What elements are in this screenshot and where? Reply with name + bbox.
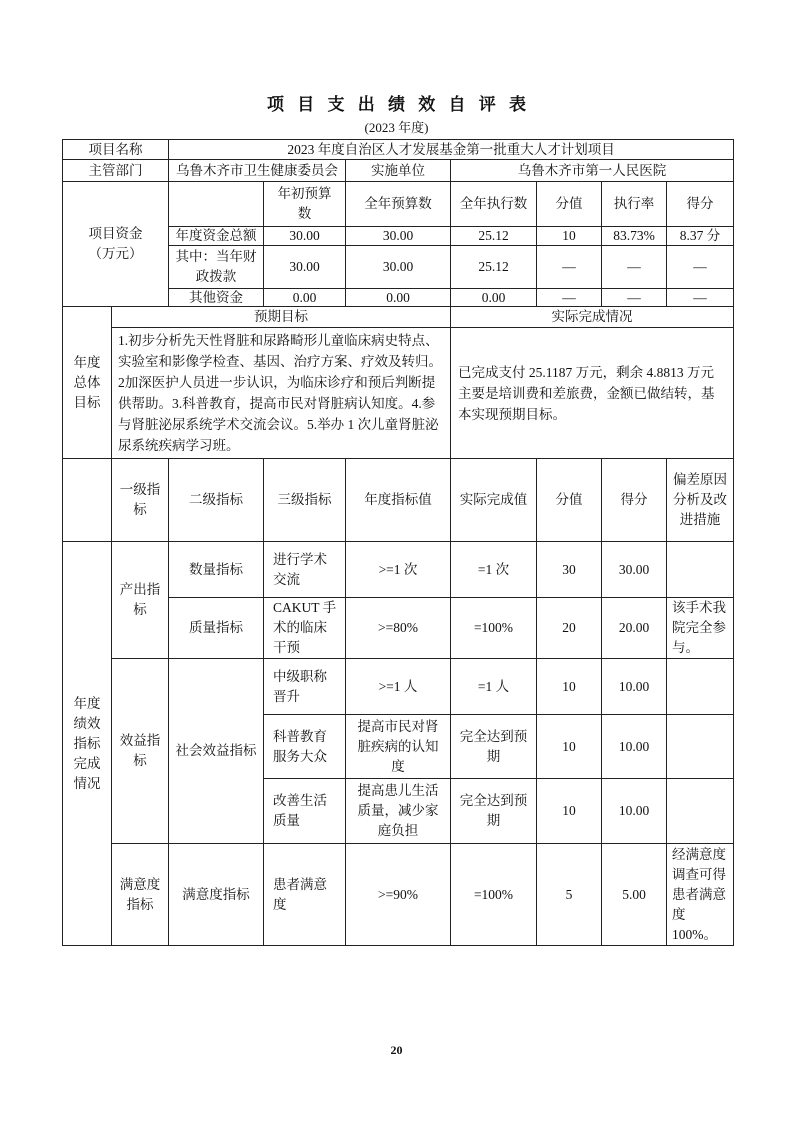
indicators-header-score: 得分	[602, 459, 667, 542]
implementing-unit-label: 实施单位	[346, 160, 451, 182]
funding-header-execution-rate: 执行率	[602, 182, 667, 227]
funding-header-initial-budget: 年初预算数	[264, 182, 346, 227]
indicator-level3: CAKUT 手术的临床干预	[264, 598, 346, 659]
page-subtitle: (2023 年度)	[364, 120, 429, 135]
indicators-header-actual: 实际完成值	[451, 459, 537, 542]
funding-cell: 0.00	[346, 289, 451, 307]
indicator-level2: 质量指标	[169, 598, 264, 659]
indicator-score: 20.00	[602, 598, 667, 659]
funding-cell: —	[537, 289, 602, 307]
funding-header-annual-budget: 全年预算数	[346, 182, 451, 227]
funding-label: 项目资金	[88, 226, 143, 241]
goals-content-row	[63, 328, 734, 459]
indicator-weight: 10	[537, 659, 602, 715]
indicator-weight: 10	[537, 779, 602, 844]
funding-cell: 30.00	[264, 227, 346, 246]
indicator-target: >=80%	[346, 598, 451, 659]
funding-cell: 10	[537, 227, 602, 246]
funding-cell: 25.12	[451, 227, 537, 246]
goals-expected-text: 1.初步分析先天性肾脏和尿路畸形儿童临床病史特点、实验室和影像学检查、基因、治疗方案、疗效及转归。2加深医护人员进一步认识，为临床诊疗和预后判断提供帮助。3.科普教育，提高市民对肾脏病认知度。4.参与肾脏泌尿系统学术交流会议。5.举办 1 次儿童肾脏泌尿系统疾病学习班。	[112, 328, 451, 459]
indicator-level3: 科普教育服务大众	[264, 715, 346, 779]
department-value: 乌鲁木齐市卫生健康委员会	[169, 160, 346, 182]
funding-cell: —	[667, 289, 734, 307]
indicator-score: 10.00	[602, 715, 667, 779]
indicator-target: >=1 人	[346, 659, 451, 715]
indicator-actual: =1 人	[451, 659, 537, 715]
indicator-level2: 社会效益指标	[169, 659, 264, 844]
funding-header-score: 得分	[667, 182, 734, 227]
indicator-deviation	[667, 542, 734, 598]
indicator-weight: 20	[537, 598, 602, 659]
funding-header-weight: 分值	[537, 182, 602, 227]
funding-label-cell	[63, 182, 169, 307]
indicator-weight: 30	[537, 542, 602, 598]
indicator-weight: 5	[537, 844, 602, 946]
indicator-level1: 效益指标	[112, 659, 169, 844]
evaluation-table	[62, 139, 734, 946]
indicator-score: 10.00	[602, 659, 667, 715]
funding-cell: —	[602, 289, 667, 307]
indicator-actual: =100%	[451, 598, 537, 659]
funding-row-label: 其中：当年财政拨款	[169, 246, 264, 289]
indicator-level1: 产出指标	[112, 542, 169, 659]
indicator-level2: 数量指标	[169, 542, 264, 598]
indicator-target: 提高患儿生活质量，减少家庭负担	[346, 779, 451, 844]
funding-header-row	[63, 182, 734, 227]
indicator-deviation	[667, 659, 734, 715]
indicator-level1: 满意度指标	[112, 844, 169, 946]
indicator-deviation	[667, 715, 734, 779]
department-label: 主管部门	[63, 160, 169, 182]
funding-cell: 30.00	[264, 246, 346, 289]
funding-unit: （万元）	[88, 246, 143, 261]
funding-cell: 30.00	[346, 227, 451, 246]
indicator-row	[63, 844, 734, 946]
goals-label: 年度总体目标	[63, 307, 112, 459]
goals-expected-header: 预期目标	[112, 307, 451, 328]
funding-cell: 0.00	[451, 289, 537, 307]
indicator-level2: 满意度指标	[169, 844, 264, 946]
indicator-level3: 中级职称晋升	[264, 659, 346, 715]
project-name-label: 项目名称	[63, 140, 169, 160]
funding-cell: 0.00	[264, 289, 346, 307]
funding-cell: —	[537, 246, 602, 289]
funding-cell: —	[667, 246, 734, 289]
indicator-row	[63, 659, 734, 715]
indicator-score: 5.00	[602, 844, 667, 946]
indicator-deviation	[667, 779, 734, 844]
indicator-weight: 10	[537, 715, 602, 779]
indicator-deviation: 经满意度调查可得患者满意度 100%。	[667, 844, 734, 946]
funding-row-label: 年度资金总额	[169, 227, 264, 246]
indicator-level3: 改善生活质量	[264, 779, 346, 844]
funding-cell: 83.73%	[602, 227, 667, 246]
goals-actual-text: 已完成支付 25.1187 万元，剩余 4.8813 万元主要是培训费和差旅费，金额已做结转，基本实现预期目标。	[451, 328, 734, 459]
department-row	[63, 160, 734, 182]
indicator-actual: =100%	[451, 844, 537, 946]
goals-actual-header: 实际完成情况	[451, 307, 734, 328]
indicators-header-weight: 分值	[537, 459, 602, 542]
indicator-actual: 完全达到预期	[451, 715, 537, 779]
indicator-actual: 完全达到预期	[451, 779, 537, 844]
indicators-header-level2: 二级指标	[169, 459, 264, 542]
funding-header-blank	[169, 182, 264, 227]
indicator-deviation: 该手术我院完全参与。	[667, 598, 734, 659]
funding-cell: —	[602, 246, 667, 289]
indicators-header-level1: 一级指标	[112, 459, 169, 542]
indicators-header-deviation: 偏差原因分析及改进措施	[667, 459, 734, 542]
indicators-header-target: 年度指标值	[346, 459, 451, 542]
indicator-row	[63, 542, 734, 598]
goals-header-row	[63, 307, 734, 328]
indicators-header-blank	[63, 459, 112, 542]
indicator-level3: 患者满意度	[264, 844, 346, 946]
funding-row-label: 其他资金	[169, 289, 264, 307]
indicator-actual: =1 次	[451, 542, 537, 598]
indicator-target: >=90%	[346, 844, 451, 946]
funding-cell: 25.12	[451, 246, 537, 289]
indicator-score: 30.00	[602, 542, 667, 598]
indicators-header-row	[63, 459, 734, 542]
indicators-header-level3: 三级指标	[264, 459, 346, 542]
page-title: 项 目 支 出 绩 效 自 评 表	[267, 95, 526, 114]
implementing-unit-value: 乌鲁木齐市第一人民医院	[451, 160, 734, 182]
project-name-row	[63, 140, 734, 160]
page-number: 20	[390, 1043, 403, 1057]
indicator-target: >=1 次	[346, 542, 451, 598]
project-name-value: 2023 年度自治区人才发展基金第一批重大人才计划项目	[169, 140, 734, 160]
indicator-score: 10.00	[602, 779, 667, 844]
indicators-section-label: 年度绩效指标完成情况	[63, 542, 112, 946]
funding-cell: 30.00	[346, 246, 451, 289]
indicator-target: 提高市民对肾脏疾病的认知度	[346, 715, 451, 779]
funding-header-executed: 全年执行数	[451, 182, 537, 227]
indicator-level3: 进行学术交流	[264, 542, 346, 598]
funding-cell: 8.37 分	[667, 227, 734, 246]
